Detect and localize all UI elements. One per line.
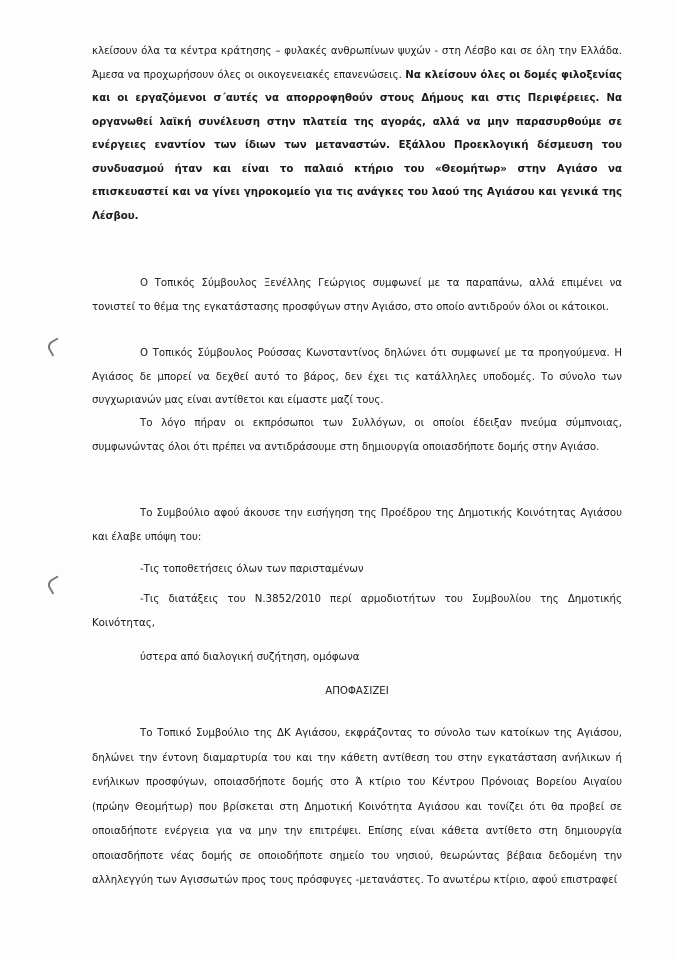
paragraph-law [92, 588, 622, 635]
paragraph-after-discussion [92, 646, 622, 670]
paragraph-text: -Τις τοποθετήσεις όλων των παρισταμένων [140, 564, 364, 575]
paragraph-text: Το λόγο πήραν οι εκπρόσωποι των Συλλόγων, οι οποίοι έδειξαν πνεύμα σύμπνοιας, συμφωνώντας όλοι ότι πρέπει να αντιδράσουμε στη δημιουργία οποιασδήποτε δομής στην Αγιάσο. [92, 418, 622, 453]
paragraph-text: -Τις διατάξεις του Ν.3852/2010 περί αρμοδιοτήτων του Συμβουλίου της Δημοτικής Κοινότητας, [92, 594, 622, 629]
paragraph-text: Το Τοπικό Συμβούλιο της ΔΚ Αγιάσου, εκφράζοντας το σύνολο των κατοίκων της Αγιάσου, δηλώνει την έντονη διαμαρτυρία του και την κάθετη αντίθεση του στην εγκατάσταση ανήλικων ή ενήλικων προσφύγων, οποιασδήποτε δομής στο Ά κτίριο του Κέντρου Πρόνοιας Βορείου Αιγαίου (πρώην Θεομήτωρ) που βρίσκεται στη Δημοτική Κοινότητα Αγιάσου και τονίζει ότι θα προβεί σε οποιαδήποτε ενέργεια για να μην την επιτρέψει. Επίσης είναι κάθετα αντίθετο στη δημιουργία οποιασδήποτε νέας δομής σε οποιοδήποτε σημείο του νησιού, θεωρώντας βέβαια δεδομένη την αλληλεγγύη των Αγισσωτών προς τους πρόσφυγες -μετανάστες. Το ανωτέρω κτίριο, αφού επιστραφεί [92, 728, 622, 886]
paragraph-associations [92, 412, 622, 459]
paragraph-text: Ο Τοπικός Σύμβουλος Ξενέλλης Γεώργιος συμφωνεί με τα παραπάνω, αλλά επιμένει να τονιστεί το θέμα της εγκατάστασης προσφύγων στην Αγιάσο, στο οποίο αντιδρούν όλοι οι κάτοικοι. [92, 278, 622, 313]
paragraph-text: Ο Τοπικός Σύμβουλος Ρούσσας Κωνσταντίνος δηλώνει ότι συμφωνεί με τα προηγούμενα. Η Αγιάσος δε μπορεί να δεχθεί αυτό το βάρος, δεν έχει τις κατάλληλες υποδομές. Το σύνολο των συγχωριανών μας είναι αντίθετοι και είμαστε μαζί τους. [92, 348, 622, 406]
paragraph-bold-text: Να κλείσουν όλες οι δομές φιλοξενίας και οι εργαζόμενοι σ΄αυτές να απορροφηθούν στους Δήμους και στις Περιφέρειες. Να οργανωθεί λαϊκή συνέλευση στην πλατεία της αγοράς, αλλά να μην παρασυρθούμε σε ενέργειες εναντίον των ίδιων των μεταναστών. Εξάλλου Προεκλογική δέσμευση του συνδυασμού ήταν και είναι το παλαιό κτήριο του «Θεομήτωρ» στην Αγιάσο να επισκευαστεί και να γίνει γηροκομείο για τις ανάγκες του λαού της Αγιάσου και γενικά της Λέσβου. [92, 69, 622, 222]
paragraph-text: Το Συμβούλιο αφού άκουσε την εισήγηση της Προέδρου της Δημοτικής Κοινότητας Αγιάσου και έλαβε υπόψη του: [92, 508, 622, 543]
paragraph-demands [92, 40, 622, 228]
decision-heading [92, 680, 622, 704]
paragraph-xenellis [92, 272, 622, 319]
paragraph-positions [92, 558, 622, 582]
paragraph-decision [92, 722, 622, 894]
paragraph-text: κλείσουν όλα τα κέντρα κράτησης – φυλακές ανθρωπίνων ψυχών - στη Λέσβο και σε όλη την Ελλάδα. Άμεσα να προχωρήσουν όλες οι οικογενειακές επανενώσεις. [92, 46, 622, 81]
heading-text: ΑΠΟΦΑΣΙΖΕΙ [325, 686, 389, 697]
paragraph-roussas [92, 342, 622, 413]
binder-hole-mark [45, 337, 64, 356]
binder-hole-mark [45, 575, 64, 594]
paragraph-text: ύστερα από διαλογική συζήτηση, ομόφωνα [140, 652, 360, 663]
paragraph-council-heard [92, 502, 622, 549]
